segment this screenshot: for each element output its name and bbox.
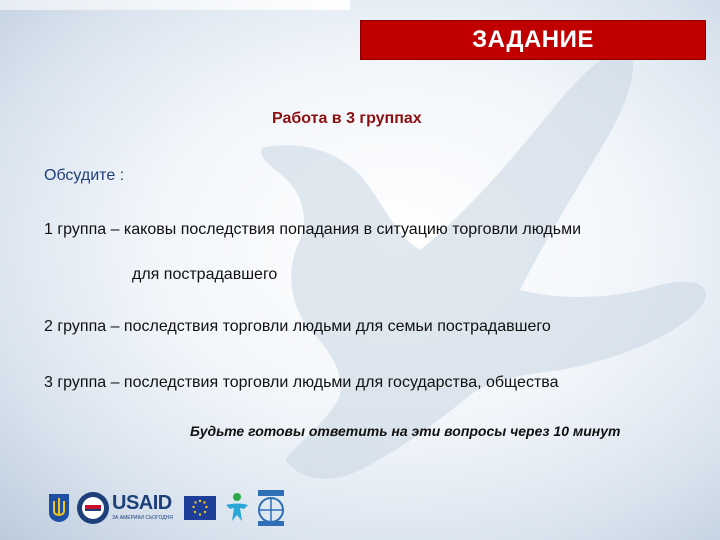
usaid-text: USAID — [112, 492, 172, 514]
usaid-seal-icon — [76, 491, 110, 525]
group-1-continuation: для пострадавшего — [132, 266, 278, 283]
ukraine-trident-icon — [48, 493, 70, 523]
iom-logo-icon — [256, 490, 286, 526]
sponsor-logos — [48, 489, 288, 529]
slide-title: ЗАДАНИЕ — [472, 26, 594, 53]
group-2-text: 2 группа – последствия торговли людьми для семьи пострадавшего — [44, 318, 551, 335]
time-note: Будьте готовы ответить на эти вопросы через 10 минут — [190, 423, 621, 439]
title-banner — [360, 20, 706, 60]
group-1-text: 1 группа – каковы последствия попадания в ситуацию торговли людьми — [44, 221, 582, 238]
subtitle: Работа в 3 группах — [272, 110, 422, 127]
usaid-subtext: ЗА АМЕРИКИ СЬОГОДНЯ — [112, 515, 173, 521]
eu-flag-icon — [184, 496, 216, 520]
top-bar-decoration — [0, 0, 350, 10]
discuss-label: Обсудите : — [44, 167, 125, 184]
group-3-text: 3 группа – последствия торговли людьми для государства, общества — [44, 374, 559, 391]
people-figure-icon — [222, 491, 252, 525]
usaid-wordmark — [112, 492, 174, 522]
